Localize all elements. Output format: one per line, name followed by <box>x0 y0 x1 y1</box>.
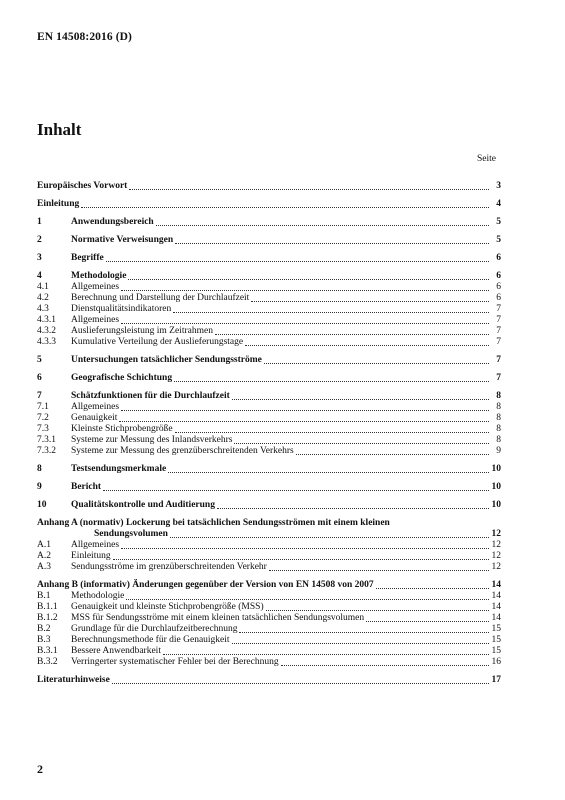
toc-entry-page: 14 <box>491 591 501 601</box>
toc-dot-leader <box>175 432 489 433</box>
toc-entry[interactable] <box>37 500 501 511</box>
toc-entry[interactable] <box>37 613 501 624</box>
toc-entry[interactable] <box>37 540 501 551</box>
toc-entry-number: 2 <box>37 235 42 245</box>
toc-entry-number: B.3.1 <box>37 646 58 656</box>
toc-entry-label: Anwendungsbereich <box>71 217 154 227</box>
toc-entry-label: Qualitätskontrolle und Auditierung <box>71 500 215 510</box>
toc-entry-page: 7 <box>496 373 501 383</box>
toc-entry-number: 4.3.3 <box>37 337 56 347</box>
toc-entry-label: Kleinste Stichprobengröße <box>71 424 173 434</box>
toc-entry[interactable] <box>37 435 501 446</box>
toc-dot-leader <box>156 225 489 226</box>
toc-entry-number: 5 <box>37 355 42 365</box>
toc-entry-label: Literaturhinweise <box>37 675 110 685</box>
toc-entry-number: B.2 <box>37 624 51 634</box>
toc-entry-page: 17 <box>491 675 501 685</box>
toc-entry-label: Systeme zur Messung des grenzüberschreitenden Verkehrs <box>71 446 294 456</box>
toc-entry-label: Sendungsströme im grenzüberschreitenden Verkehr <box>71 562 267 572</box>
table-of-contents <box>37 181 501 686</box>
toc-entry-label: Einleitung <box>71 551 111 561</box>
toc-entry-page: 6 <box>496 282 501 292</box>
toc-entry-number: 3 <box>37 253 42 263</box>
toc-dot-leader <box>121 410 489 411</box>
toc-entry-label: Anhang B (informativ) Änderungen gegenüber der Version von EN 14508 von 2007 <box>37 580 374 590</box>
toc-entry-page: 8 <box>496 391 501 401</box>
toc-entry-label: Testsendungsmerkmale <box>71 464 167 474</box>
toc-entry-label: Auslieferungsleistung im Zeitrahmen <box>71 326 213 336</box>
toc-entry-label: Allgemeines <box>71 282 120 292</box>
toc-entry-page: 5 <box>496 235 501 245</box>
toc-entry-page: 14 <box>491 580 501 590</box>
toc-entry[interactable] <box>37 181 501 192</box>
toc-entry-number: 7.3.2 <box>37 446 56 456</box>
toc-dot-leader <box>163 654 489 655</box>
toc-dot-leader <box>266 610 489 611</box>
toc-entry-label: Grundlage für die Durchlaufzeitberechnung <box>71 624 238 634</box>
toc-entry-label: Geografische Schichtung <box>71 373 173 383</box>
toc-entry-label: Methodologie <box>71 271 127 281</box>
toc-entry-number: 4.2 <box>37 293 49 303</box>
toc-entry-label: Allgemeines <box>71 402 120 412</box>
toc-entry[interactable] <box>37 413 501 424</box>
toc-entry-number: 4.3 <box>37 304 49 314</box>
toc-entry-label: Systeme zur Messung des Inlandsverkehrs <box>71 435 233 445</box>
toc-entry-number: A.1 <box>37 540 51 550</box>
toc-entry-page: 12 <box>491 540 501 550</box>
page-title: Inhalt <box>37 120 82 139</box>
toc-entry-number: 4.3.2 <box>37 326 56 336</box>
toc-entry[interactable] <box>37 199 501 210</box>
toc-entry[interactable] <box>37 235 501 246</box>
toc-entry[interactable] <box>37 646 501 657</box>
toc-entry[interactable] <box>37 657 501 668</box>
toc-entry-page: 16 <box>491 657 501 667</box>
toc-entry-number: B.1.2 <box>37 613 58 623</box>
toc-entry-number: B.3.2 <box>37 657 58 667</box>
toc-entry[interactable] <box>37 391 501 402</box>
toc-entry-label: Einleitung <box>37 199 80 209</box>
toc-entry-page: 8 <box>496 402 501 412</box>
toc-entry-label: Anhang A (normativ) Lockerung bei tatsächlichen Sendungsströmen mit einem kleinen <box>37 518 390 528</box>
toc-dot-leader <box>121 323 489 324</box>
toc-dot-leader <box>245 345 489 346</box>
toc-entry-page: 12 <box>491 551 501 561</box>
toc-entry[interactable] <box>37 562 501 573</box>
toc-entry[interactable] <box>37 373 501 384</box>
toc-entry-label: Berechnung und Darstellung der Durchlaufzeit <box>71 293 250 303</box>
toc-dot-leader <box>269 570 489 571</box>
toc-dot-leader <box>126 599 489 600</box>
toc-entry[interactable] <box>37 304 501 315</box>
toc-dot-leader <box>239 632 489 633</box>
toc-dot-leader <box>173 312 489 313</box>
toc-entry-number: B.1 <box>37 591 51 601</box>
toc-entry-label: Sendungsvolumen <box>94 529 168 539</box>
toc-entry-page: 14 <box>491 602 501 612</box>
toc-entry-page: 7 <box>496 315 501 325</box>
toc-entry-label: Genauigkeit und kleinste Stichprobengröße (MSS) <box>71 602 264 612</box>
toc-dot-leader <box>281 665 489 666</box>
toc-entry-page: 7 <box>496 326 501 336</box>
toc-entry-page: 10 <box>491 482 501 492</box>
toc-dot-leader <box>113 559 489 560</box>
toc-entry-page: 8 <box>496 413 501 423</box>
toc-entry-label: Schätzfunktionen für die Durchlaufzeit <box>71 391 230 401</box>
toc-entry-page: 8 <box>496 435 501 445</box>
toc-entry-label: Kumulative Verteilung der Auslieferungstage <box>71 337 244 347</box>
toc-entry-number: A.2 <box>37 551 51 561</box>
toc-entry-page: 7 <box>496 337 501 347</box>
toc-entry-page: 14 <box>491 613 501 623</box>
toc-entry[interactable] <box>37 446 501 457</box>
toc-entry-number: 6 <box>37 373 42 383</box>
toc-entry[interactable] <box>37 293 501 304</box>
toc-dot-leader <box>215 334 489 335</box>
toc-entry[interactable] <box>37 315 501 326</box>
toc-dot-leader <box>112 683 489 684</box>
annex-a-heading[interactable] <box>37 518 501 529</box>
toc-entry-page: 6 <box>496 253 501 263</box>
toc-dot-leader <box>119 421 489 422</box>
toc-dot-leader <box>217 508 489 509</box>
toc-entry-label: Berechnungsmethode für die Genauigkeit <box>71 635 230 645</box>
toc-entry-page: 7 <box>496 355 501 365</box>
toc-entry-label: Genauigkeit <box>71 413 118 423</box>
toc-dot-leader <box>168 472 489 473</box>
toc-dot-leader <box>234 443 489 444</box>
toc-dot-leader <box>81 207 489 208</box>
toc-entry-bibliography[interactable] <box>37 675 501 686</box>
toc-entry-label: Untersuchungen tatsächlicher Sendungsströme <box>71 355 262 365</box>
toc-entry-page: 12 <box>491 562 501 572</box>
annex-b-heading[interactable] <box>37 580 501 591</box>
toc-entry-number: 4.1 <box>37 282 49 292</box>
toc-dot-leader <box>376 588 489 589</box>
toc-entry[interactable] <box>37 326 501 337</box>
toc-dot-leader <box>296 454 489 455</box>
toc-entry-number: 7.2 <box>37 413 49 423</box>
toc-entry-number: 7.3 <box>37 424 49 434</box>
toc-entry-label: Verringerter systematischer Fehler bei der Berechnung <box>71 657 279 667</box>
toc-entry-page: 15 <box>491 635 501 645</box>
toc-entry[interactable] <box>37 217 501 228</box>
toc-dot-leader <box>128 279 489 280</box>
toc-dot-leader <box>251 301 489 302</box>
toc-entry-label: MSS für Sendungsströme mit einem kleinen tatsächlichen Sendungsvolumen <box>71 613 365 623</box>
toc-entry-number: 10 <box>37 500 47 510</box>
toc-entry-label: Allgemeines <box>71 540 120 550</box>
toc-entry-page: 8 <box>496 424 501 434</box>
toc-dot-leader <box>175 243 489 244</box>
toc-entry-number: 7.1 <box>37 402 49 412</box>
toc-dot-leader <box>232 399 489 400</box>
toc-entry-number: 9 <box>37 482 42 492</box>
toc-entry-label: Allgemeines <box>71 315 120 325</box>
toc-entry-page: 6 <box>496 293 501 303</box>
toc-dot-leader <box>121 290 489 291</box>
toc-entry-page: 12 <box>491 529 501 539</box>
toc-entry-page: 9 <box>496 446 501 456</box>
toc-entry-page: 10 <box>491 500 501 510</box>
toc-entry-page: 5 <box>496 217 501 227</box>
toc-entry-label: Europäisches Vorwort <box>37 181 128 191</box>
toc-entry[interactable] <box>37 591 501 602</box>
toc-entry[interactable] <box>37 355 501 366</box>
toc-entry-page: 7 <box>496 304 501 314</box>
page-number: 2 <box>37 762 43 776</box>
toc-entry-number: 4 <box>37 271 42 281</box>
toc-dot-leader <box>103 490 489 491</box>
toc-entry-number: 7.3.1 <box>37 435 56 445</box>
toc-dot-leader <box>121 548 489 549</box>
toc-entry[interactable] <box>37 635 501 646</box>
toc-entry[interactable] <box>37 551 501 562</box>
toc-entry-label: Bessere Anwendbarkeit <box>71 646 161 656</box>
toc-entry-number: B.1.1 <box>37 602 58 612</box>
toc-entry-page: 15 <box>491 646 501 656</box>
toc-entry[interactable] <box>37 482 501 493</box>
toc-entry-label: Bericht <box>71 482 102 492</box>
toc-entry-number: 8 <box>37 464 42 474</box>
toc-entry-number: 4.3.1 <box>37 315 56 325</box>
toc-entry-page: 3 <box>496 181 501 191</box>
toc-dot-leader <box>174 381 489 382</box>
toc-entry-label: Begriffe <box>71 253 104 263</box>
toc-entry-page: 15 <box>491 624 501 634</box>
toc-entry-number: 1 <box>37 217 42 227</box>
toc-entry-number: 7 <box>37 391 42 401</box>
toc-entry-number: A.3 <box>37 562 51 572</box>
toc-entry[interactable] <box>37 602 501 613</box>
toc-entry-page: 6 <box>496 271 501 281</box>
toc-entry[interactable] <box>37 282 501 293</box>
document-id: EN 14508:2016 (D) <box>37 31 132 43</box>
toc-entry-page: 4 <box>496 199 501 209</box>
toc-entry[interactable] <box>37 424 501 435</box>
toc-entry[interactable] <box>37 337 501 348</box>
toc-entry-label: Methodologie <box>71 591 125 601</box>
toc-entry-number: B.3 <box>37 635 51 645</box>
toc-entry[interactable] <box>37 624 501 635</box>
toc-dot-leader <box>129 189 489 190</box>
toc-entry[interactable] <box>37 402 501 413</box>
toc-entry[interactable] <box>37 271 501 282</box>
toc-entry-label: Dienstqualitätsindikatoren <box>71 304 172 314</box>
toc-dot-leader <box>106 261 489 262</box>
toc-entry[interactable] <box>37 464 501 475</box>
toc-dot-leader <box>170 537 489 538</box>
toc-entry[interactable] <box>37 253 501 264</box>
toc-entry-label: Normative Verweisungen <box>71 235 174 245</box>
annex-a-heading-continued[interactable] <box>37 529 501 540</box>
page-column-label: Seite <box>477 154 496 164</box>
toc-dot-leader <box>366 621 489 622</box>
toc-entry-page: 10 <box>491 464 501 474</box>
toc-dot-leader <box>264 363 489 364</box>
toc-dot-leader <box>232 643 489 644</box>
